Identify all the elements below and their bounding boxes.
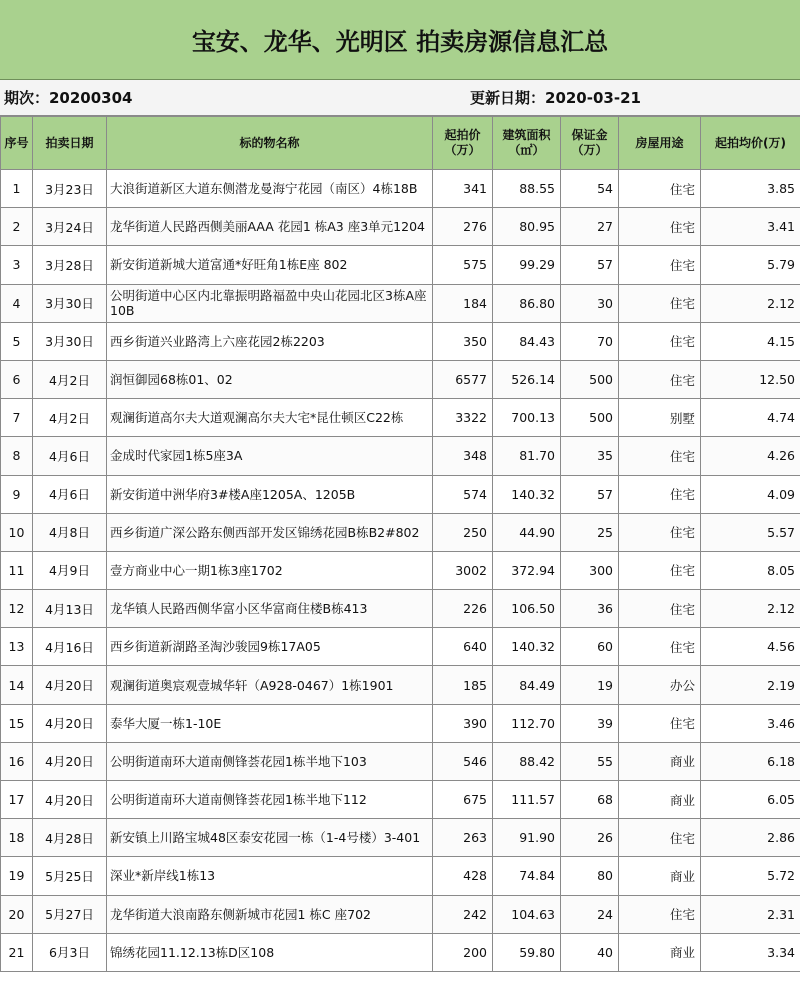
table-row (1, 742, 800, 780)
table-row (1, 399, 800, 437)
cell-deposit[interactable]: 500 (561, 360, 619, 398)
cell-deposit[interactable]: 80 (561, 857, 619, 895)
cell-name[interactable]: 大浪街道新区大道东侧潜龙曼海宁花园（南区）4栋18B (107, 170, 433, 208)
cell-area[interactable]: 106.50 (493, 590, 561, 628)
cell-name[interactable]: 新安街道中洲华府3#楼A座1205A、1205B (107, 475, 433, 513)
cell-name[interactable]: 观澜街道高尔夫大道观澜高尔夫大宅*昆仕顿区C22栋 (107, 399, 433, 437)
cell-name[interactable]: 西乡街道广深公路东侧西部开发区锦绣花园B栋B2#802 (107, 513, 433, 551)
cell-index[interactable]: 14 (1, 666, 33, 704)
cell-date[interactable]: 4月9日 (33, 551, 107, 589)
cell-date[interactable]: 4月20日 (33, 704, 107, 742)
cell-start-price[interactable]: 276 (433, 208, 493, 246)
cell-avg-price[interactable]: 3.85 (701, 170, 800, 208)
cell-date[interactable]: 3月28日 (33, 246, 107, 284)
cell-avg-price[interactable]: 2.31 (701, 895, 800, 933)
cell-start-price[interactable]: 546 (433, 742, 493, 780)
cell-avg-price[interactable]: 2.86 (701, 819, 800, 857)
cell-usage[interactable]: 住宅 (619, 895, 701, 933)
cell-name[interactable]: 深业*新岸线1栋13 (107, 857, 433, 895)
auction-table (0, 116, 800, 972)
cell-avg-price[interactable]: 8.05 (701, 551, 800, 589)
cell-date[interactable]: 4月20日 (33, 742, 107, 780)
cell-index[interactable]: 19 (1, 857, 33, 895)
cell-avg-price[interactable]: 5.72 (701, 857, 800, 895)
table-row (1, 551, 800, 589)
header-row (1, 117, 800, 170)
cell-date[interactable]: 3月24日 (33, 208, 107, 246)
cell-start-price[interactable]: 200 (433, 933, 493, 971)
cell-date[interactable]: 4月20日 (33, 781, 107, 819)
table-row (1, 628, 800, 666)
header-usage[interactable]: 房屋用途 (619, 117, 701, 170)
table-row (1, 208, 800, 246)
cell-area[interactable]: 526.14 (493, 360, 561, 398)
cell-usage[interactable]: 商业 (619, 857, 701, 895)
cell-deposit[interactable]: 55 (561, 742, 619, 780)
cell-date[interactable]: 5月27日 (33, 895, 107, 933)
cell-avg-price[interactable]: 2.19 (701, 666, 800, 704)
cell-deposit[interactable]: 30 (561, 284, 619, 322)
cell-start-price[interactable]: 185 (433, 666, 493, 704)
header-index[interactable]: 序号 (1, 117, 33, 170)
cell-index[interactable]: 9 (1, 475, 33, 513)
cell-deposit[interactable]: 36 (561, 590, 619, 628)
cell-usage[interactable]: 住宅 (619, 590, 701, 628)
cell-area[interactable]: 88.42 (493, 742, 561, 780)
cell-deposit[interactable]: 40 (561, 933, 619, 971)
cell-avg-price[interactable]: 3.41 (701, 208, 800, 246)
cell-name[interactable]: 锦绣花园11.12.13栋D区108 (107, 933, 433, 971)
cell-deposit[interactable]: 500 (561, 399, 619, 437)
header-date[interactable]: 拍卖日期 (33, 117, 107, 170)
cell-avg-price[interactable]: 6.05 (701, 781, 800, 819)
cell-index[interactable]: 4 (1, 284, 33, 322)
cell-date[interactable]: 4月8日 (33, 513, 107, 551)
cell-name[interactable]: 润恒御园68栋01、02 (107, 360, 433, 398)
cell-index[interactable]: 11 (1, 551, 33, 589)
cell-area[interactable]: 700.13 (493, 399, 561, 437)
cell-deposit[interactable]: 68 (561, 781, 619, 819)
cell-name[interactable]: 泰华大厦一栋1-10E (107, 704, 433, 742)
table-row (1, 360, 800, 398)
cell-usage[interactable]: 住宅 (619, 819, 701, 857)
cell-usage[interactable]: 住宅 (619, 170, 701, 208)
cell-start-price[interactable]: 675 (433, 781, 493, 819)
cell-name[interactable]: 公明街道中心区内北靠振明路福盈中央山花园北区3栋A座10B (107, 284, 433, 322)
cell-date[interactable]: 4月2日 (33, 360, 107, 398)
header-deposit[interactable]: 保证金（万） (561, 117, 619, 170)
cell-usage[interactable]: 办公 (619, 666, 701, 704)
cell-deposit[interactable]: 25 (561, 513, 619, 551)
cell-date[interactable]: 3月30日 (33, 322, 107, 360)
cell-name[interactable]: 新安镇上川路宝城48区泰安花园一栋（1-4号楼）3-401 (107, 819, 433, 857)
cell-usage[interactable]: 商业 (619, 742, 701, 780)
cell-date[interactable]: 4月6日 (33, 437, 107, 475)
cell-usage[interactable]: 住宅 (619, 513, 701, 551)
cell-area[interactable]: 99.29 (493, 246, 561, 284)
cell-deposit[interactable]: 60 (561, 628, 619, 666)
cell-index[interactable]: 21 (1, 933, 33, 971)
header-name[interactable]: 标的物名称 (107, 117, 433, 170)
cell-start-price[interactable]: 390 (433, 704, 493, 742)
cell-index[interactable]: 10 (1, 513, 33, 551)
cell-index[interactable]: 16 (1, 742, 33, 780)
cell-area[interactable]: 140.32 (493, 475, 561, 513)
table-row (1, 590, 800, 628)
cell-index[interactable]: 15 (1, 704, 33, 742)
cell-usage[interactable]: 商业 (619, 933, 701, 971)
cell-avg-price[interactable]: 4.09 (701, 475, 800, 513)
cell-usage[interactable]: 住宅 (619, 246, 701, 284)
cell-start-price[interactable]: 3322 (433, 399, 493, 437)
cell-start-price[interactable]: 428 (433, 857, 493, 895)
cell-avg-price[interactable]: 2.12 (701, 284, 800, 322)
cell-deposit[interactable]: 54 (561, 170, 619, 208)
cell-name[interactable]: 龙华镇人民路西侧华富小区华富商住楼B栋413 (107, 590, 433, 628)
sheet-title: 宝安、龙华、光明区 拍卖房源信息汇总 (0, 0, 800, 80)
cell-name[interactable]: 新安街道新城大道富通*好旺角1栋E座 802 (107, 246, 433, 284)
cell-start-price[interactable]: 348 (433, 437, 493, 475)
table-row (1, 513, 800, 551)
cell-usage[interactable]: 住宅 (619, 360, 701, 398)
cell-index[interactable]: 5 (1, 322, 33, 360)
table-row (1, 475, 800, 513)
cell-area[interactable]: 111.57 (493, 781, 561, 819)
cell-index[interactable]: 12 (1, 590, 33, 628)
cell-name[interactable]: 公明街道南环大道南侧锋荟花园1栋半地下112 (107, 781, 433, 819)
cell-date[interactable]: 4月28日 (33, 819, 107, 857)
cell-start-price[interactable]: 250 (433, 513, 493, 551)
cell-avg-price[interactable]: 3.34 (701, 933, 800, 971)
cell-start-price[interactable]: 242 (433, 895, 493, 933)
cell-start-price[interactable]: 350 (433, 322, 493, 360)
cell-area[interactable]: 88.55 (493, 170, 561, 208)
table-row (1, 857, 800, 895)
table-row (1, 246, 800, 284)
cell-name[interactable]: 西乡街道兴业路湾上六座花园2栋2203 (107, 322, 433, 360)
meta-row (0, 80, 800, 116)
cell-usage[interactable]: 住宅 (619, 551, 701, 589)
cell-date[interactable]: 5月25日 (33, 857, 107, 895)
cell-area[interactable]: 84.49 (493, 666, 561, 704)
update-date-label: 更新日期：2020-03-21 (470, 89, 641, 107)
cell-index[interactable]: 18 (1, 819, 33, 857)
table-row (1, 895, 800, 933)
cell-avg-price[interactable]: 6.18 (701, 742, 800, 780)
table-row (1, 666, 800, 704)
cell-area[interactable]: 84.43 (493, 322, 561, 360)
cell-index[interactable]: 13 (1, 628, 33, 666)
table-row (1, 322, 800, 360)
cell-name[interactable]: 龙华街道大浪南路东侧新城市花园1 栋C 座702 (107, 895, 433, 933)
cell-index[interactable]: 6 (1, 360, 33, 398)
period-label: 期次：20200304 (4, 89, 133, 107)
cell-start-price[interactable]: 3002 (433, 551, 493, 589)
cell-avg-price[interactable]: 12.50 (701, 360, 800, 398)
cell-name[interactable]: 金成时代家园1栋5座3A (107, 437, 433, 475)
cell-deposit[interactable]: 57 (561, 475, 619, 513)
cell-start-price[interactable]: 6577 (433, 360, 493, 398)
cell-date[interactable]: 4月16日 (33, 628, 107, 666)
cell-date[interactable]: 4月6日 (33, 475, 107, 513)
cell-index[interactable]: 1 (1, 170, 33, 208)
cell-date[interactable]: 3月30日 (33, 284, 107, 322)
header-avg-price[interactable]: 起拍均价(万) (701, 117, 800, 170)
cell-area[interactable]: 59.80 (493, 933, 561, 971)
table-row (1, 819, 800, 857)
cell-index[interactable]: 17 (1, 781, 33, 819)
cell-area[interactable]: 104.63 (493, 895, 561, 933)
cell-date[interactable]: 4月2日 (33, 399, 107, 437)
cell-avg-price[interactable]: 4.74 (701, 399, 800, 437)
cell-area[interactable]: 81.70 (493, 437, 561, 475)
cell-index[interactable]: 7 (1, 399, 33, 437)
cell-avg-price[interactable]: 5.79 (701, 246, 800, 284)
cell-avg-price[interactable]: 2.12 (701, 590, 800, 628)
cell-usage[interactable]: 住宅 (619, 628, 701, 666)
table-row (1, 437, 800, 475)
cell-usage[interactable]: 住宅 (619, 322, 701, 360)
cell-date[interactable]: 6月3日 (33, 933, 107, 971)
table-row (1, 284, 800, 322)
cell-name[interactable]: 壹方商业中心一期1栋3座1702 (107, 551, 433, 589)
cell-area[interactable]: 91.90 (493, 819, 561, 857)
cell-start-price[interactable]: 184 (433, 284, 493, 322)
table-row (1, 781, 800, 819)
table-row (1, 704, 800, 742)
cell-deposit[interactable]: 24 (561, 895, 619, 933)
cell-deposit[interactable]: 19 (561, 666, 619, 704)
cell-name[interactable]: 观澜街道奥宸观壹城华轩（A928-0467）1栋1901 (107, 666, 433, 704)
cell-start-price[interactable]: 341 (433, 170, 493, 208)
cell-deposit[interactable]: 57 (561, 246, 619, 284)
cell-index[interactable]: 3 (1, 246, 33, 284)
cell-area[interactable]: 74.84 (493, 857, 561, 895)
cell-name[interactable]: 西乡街道新湖路圣淘沙骏园9栋17A05 (107, 628, 433, 666)
cell-name[interactable]: 龙华街道人民路西侧美丽AAA 花园1 栋A3 座3单元1204 (107, 208, 433, 246)
cell-deposit[interactable]: 27 (561, 208, 619, 246)
cell-avg-price[interactable]: 4.26 (701, 437, 800, 475)
header-area[interactable]: 建筑面积（㎡） (493, 117, 561, 170)
cell-area[interactable]: 140.32 (493, 628, 561, 666)
cell-usage[interactable]: 住宅 (619, 284, 701, 322)
cell-index[interactable]: 20 (1, 895, 33, 933)
cell-index[interactable]: 2 (1, 208, 33, 246)
cell-name[interactable]: 公明街道南环大道南侧锋荟花园1栋半地下103 (107, 742, 433, 780)
cell-deposit[interactable]: 26 (561, 819, 619, 857)
cell-area[interactable]: 80.95 (493, 208, 561, 246)
table-row (1, 170, 800, 208)
cell-usage[interactable]: 住宅 (619, 475, 701, 513)
cell-deposit[interactable]: 300 (561, 551, 619, 589)
header-start-price[interactable]: 起拍价（万） (433, 117, 493, 170)
cell-deposit[interactable]: 39 (561, 704, 619, 742)
table-row (1, 933, 800, 971)
cell-index[interactable]: 8 (1, 437, 33, 475)
cell-usage[interactable]: 住宅 (619, 704, 701, 742)
cell-area[interactable]: 44.90 (493, 513, 561, 551)
cell-usage[interactable]: 商业 (619, 781, 701, 819)
cell-start-price[interactable]: 226 (433, 590, 493, 628)
cell-usage[interactable]: 别墅 (619, 399, 701, 437)
cell-area[interactable]: 86.80 (493, 284, 561, 322)
cell-avg-price[interactable]: 4.15 (701, 322, 800, 360)
cell-avg-price[interactable]: 5.57 (701, 513, 800, 551)
cell-deposit[interactable]: 35 (561, 437, 619, 475)
cell-deposit[interactable]: 70 (561, 322, 619, 360)
cell-date[interactable]: 4月13日 (33, 590, 107, 628)
cell-avg-price[interactable]: 3.46 (701, 704, 800, 742)
cell-start-price[interactable]: 640 (433, 628, 493, 666)
cell-start-price[interactable]: 263 (433, 819, 493, 857)
cell-date[interactable]: 4月20日 (33, 666, 107, 704)
cell-usage[interactable]: 住宅 (619, 208, 701, 246)
cell-date[interactable]: 3月23日 (33, 170, 107, 208)
cell-area[interactable]: 112.70 (493, 704, 561, 742)
cell-start-price[interactable]: 575 (433, 246, 493, 284)
cell-usage[interactable]: 住宅 (619, 437, 701, 475)
cell-avg-price[interactable]: 4.56 (701, 628, 800, 666)
cell-area[interactable]: 372.94 (493, 551, 561, 589)
cell-start-price[interactable]: 574 (433, 475, 493, 513)
